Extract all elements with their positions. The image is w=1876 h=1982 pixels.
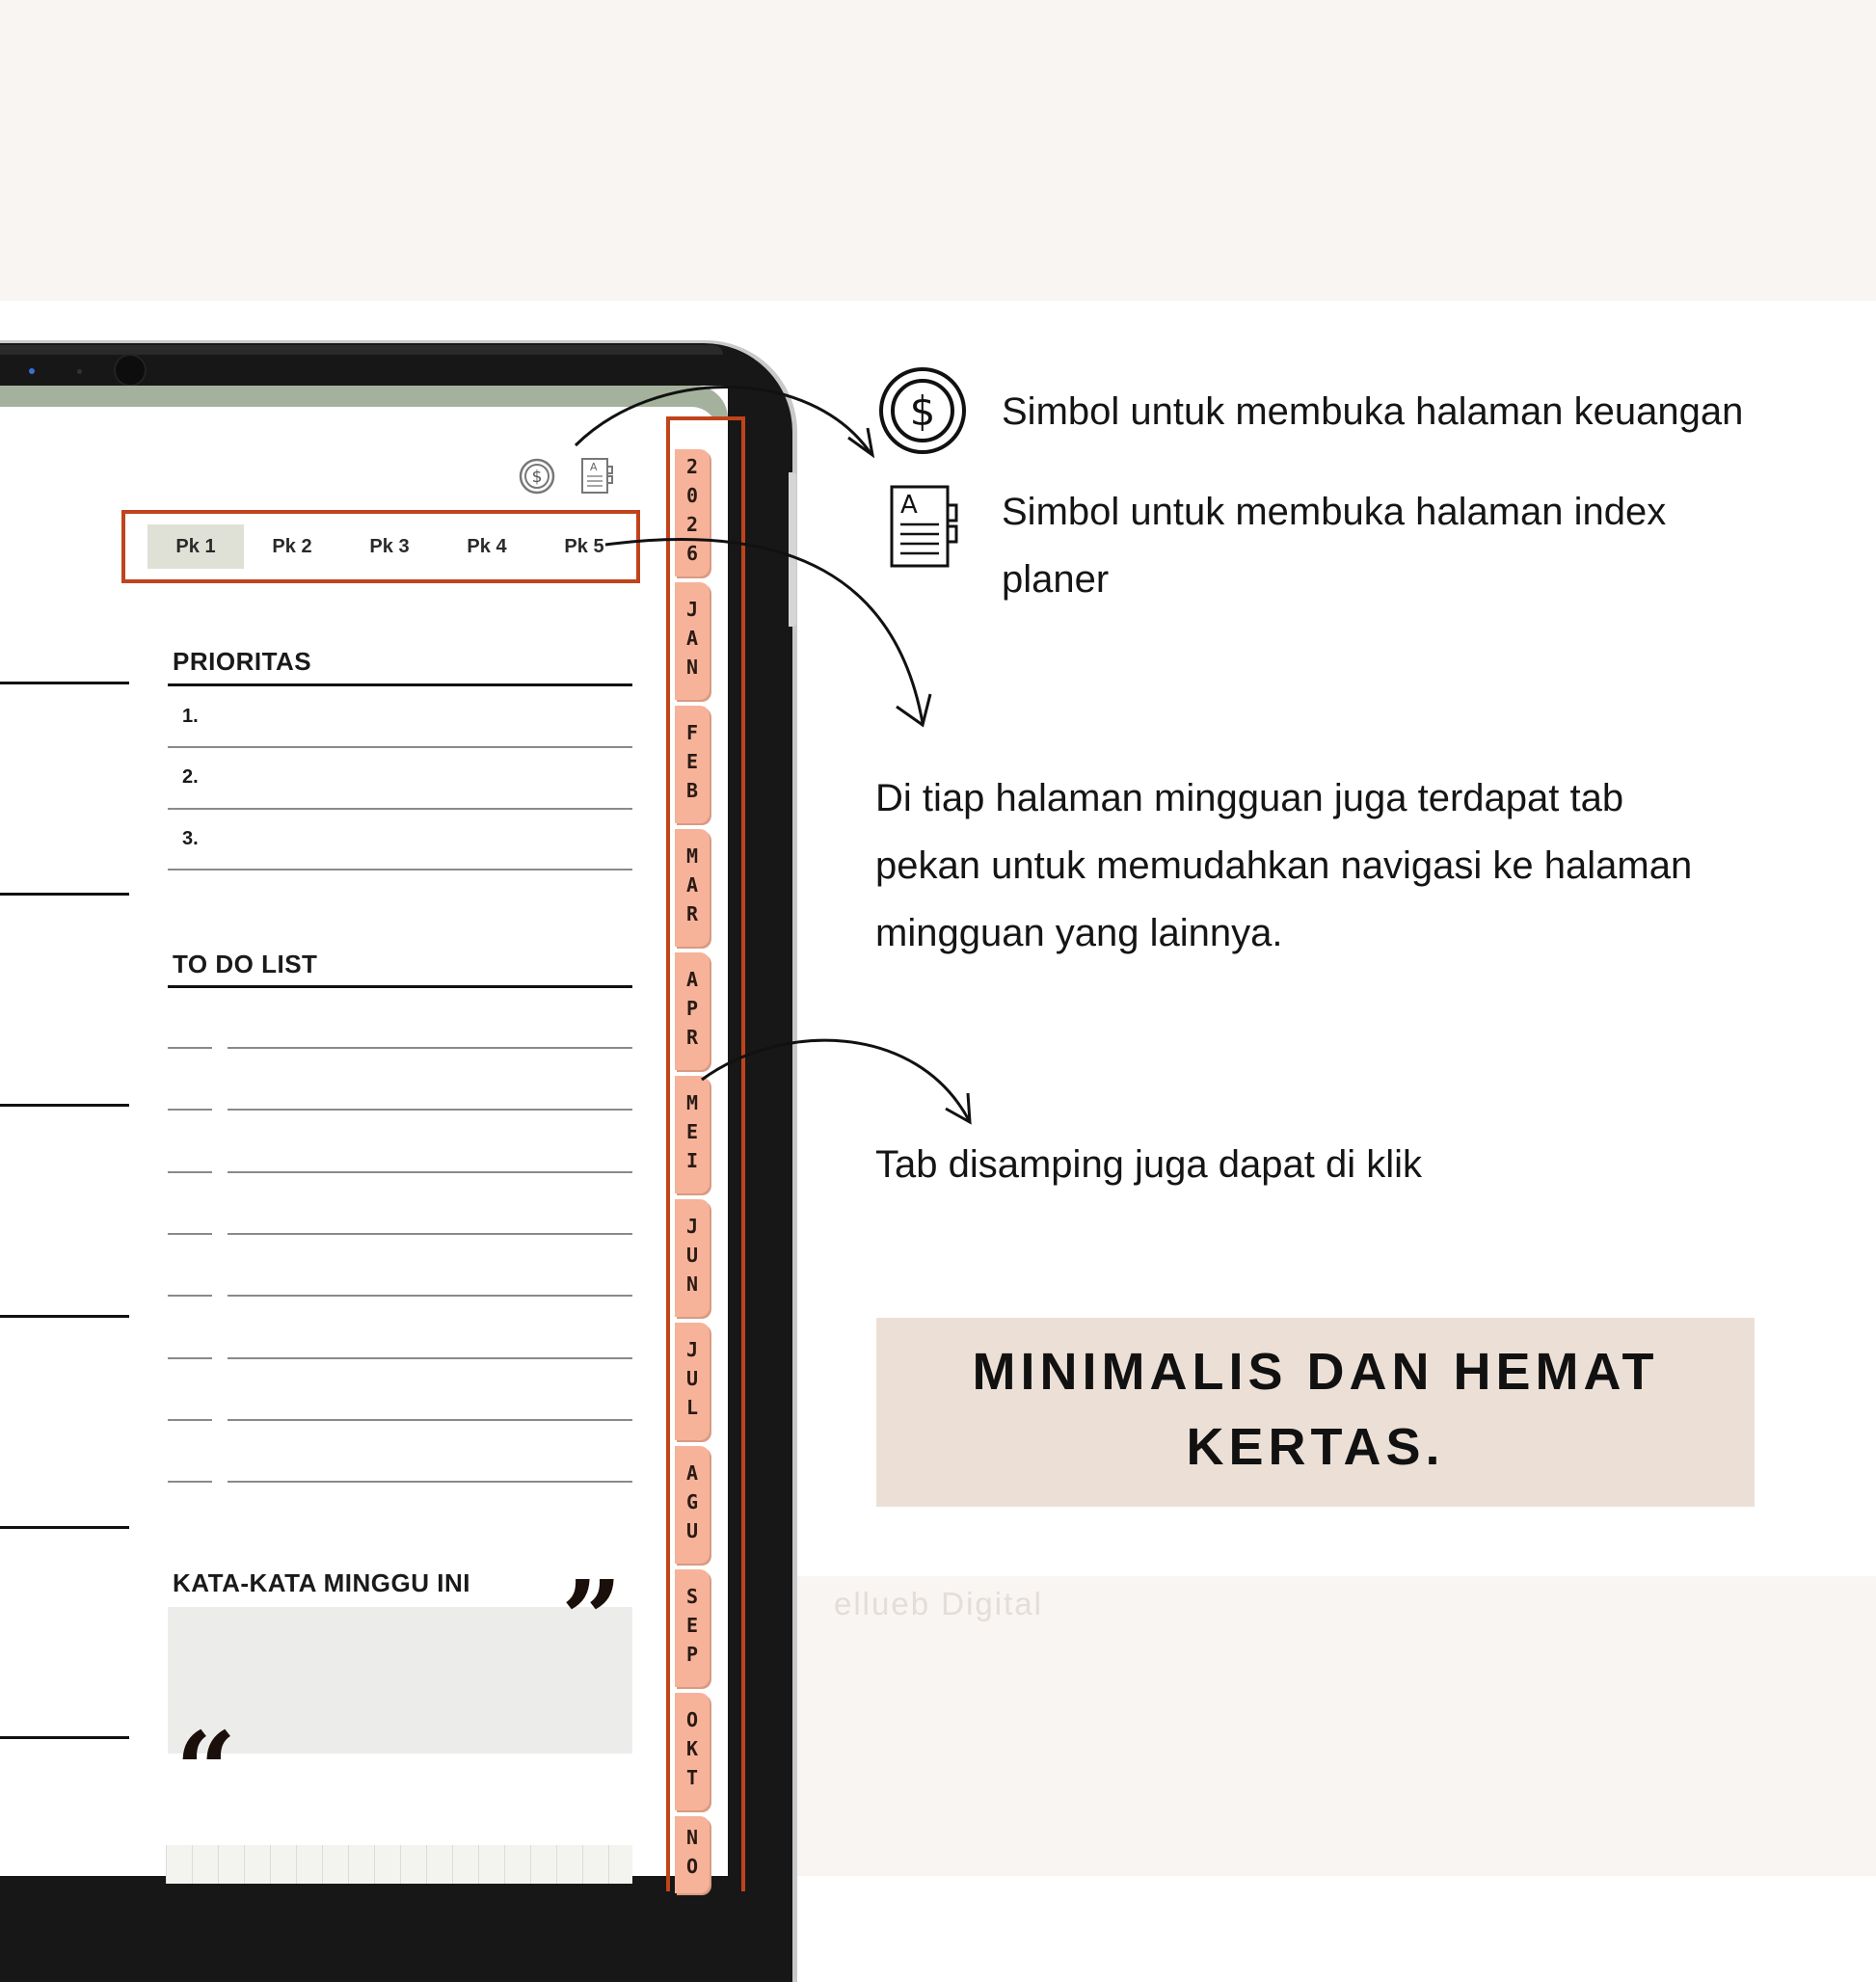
month-tab-label: SEP [681,1585,704,1672]
priority-number-2: 2. [182,766,199,788]
priority-number-3: 3. [182,828,199,849]
priority-number-1: 1. [182,706,199,727]
tab-week-5[interactable]: Pk 5 [564,536,604,557]
month-tab-label: APR [681,968,704,1055]
month-tab-label: MAR [681,844,704,931]
tab-week-4[interactable]: Pk 4 [467,536,507,557]
svg-text:A: A [900,491,918,520]
arrow-to-finance [576,387,871,453]
weekly-caption-line-1: Di tiap halaman mingguan juga terdapat tab [875,777,1624,819]
priorities-title: PRIORITAS [173,647,312,676]
side-tabs-caption: Tab disamping juga dapat di klik [875,1143,1423,1186]
banner-line-2: KERTAS. [1186,1418,1445,1476]
index-caption-line-1: Simbol untuk membuka halaman index [1002,491,1667,533]
month-tab-label: MEI [681,1091,704,1178]
svg-text:A: A [590,461,598,473]
index-caption-line-2: planer [1002,558,1110,601]
svg-text:$: $ [909,388,936,435]
tab-week-2[interactable]: Pk 2 [272,536,312,557]
quote-open-icon: “ [175,1708,237,1833]
tab-week-3[interactable]: Pk 3 [369,536,410,557]
arrow-to-weekly-head [897,694,930,725]
banner-line-1: MINIMALIS DAN HEMAT [972,1343,1659,1401]
finance-caption: Simbol untuk membuka halaman keuangan [1002,390,1744,433]
quote-close-icon: ” [561,1557,623,1681]
month-tab-label: JAN [681,598,704,684]
quote-title: KATA-KATA MINGGU INI [173,1568,470,1597]
weekly-caption-line-2: pekan untuk memudahkan navigasi ke halaman [875,844,1693,887]
month-tab-label: JUL [681,1338,704,1425]
watermark: ellueb Digital [834,1586,1043,1621]
month-tab-label: 2026 [681,455,704,571]
month-tab-label: FEB [681,721,704,808]
month-tab-label: AGU [681,1461,704,1548]
month-tab-label: NO [681,1826,704,1884]
arrow-to-weekly [605,540,923,723]
todo-title: TO DO LIST [173,950,318,978]
month-tab-label: JUN [681,1215,704,1301]
arrow-to-side-tabs [702,1040,969,1120]
month-tab-label: OKT [681,1708,704,1795]
tab-week-1[interactable]: Pk 1 [147,524,244,569]
weekly-caption-line-3: mingguan yang lainnya. [875,912,1283,954]
svg-text:$: $ [531,468,543,487]
